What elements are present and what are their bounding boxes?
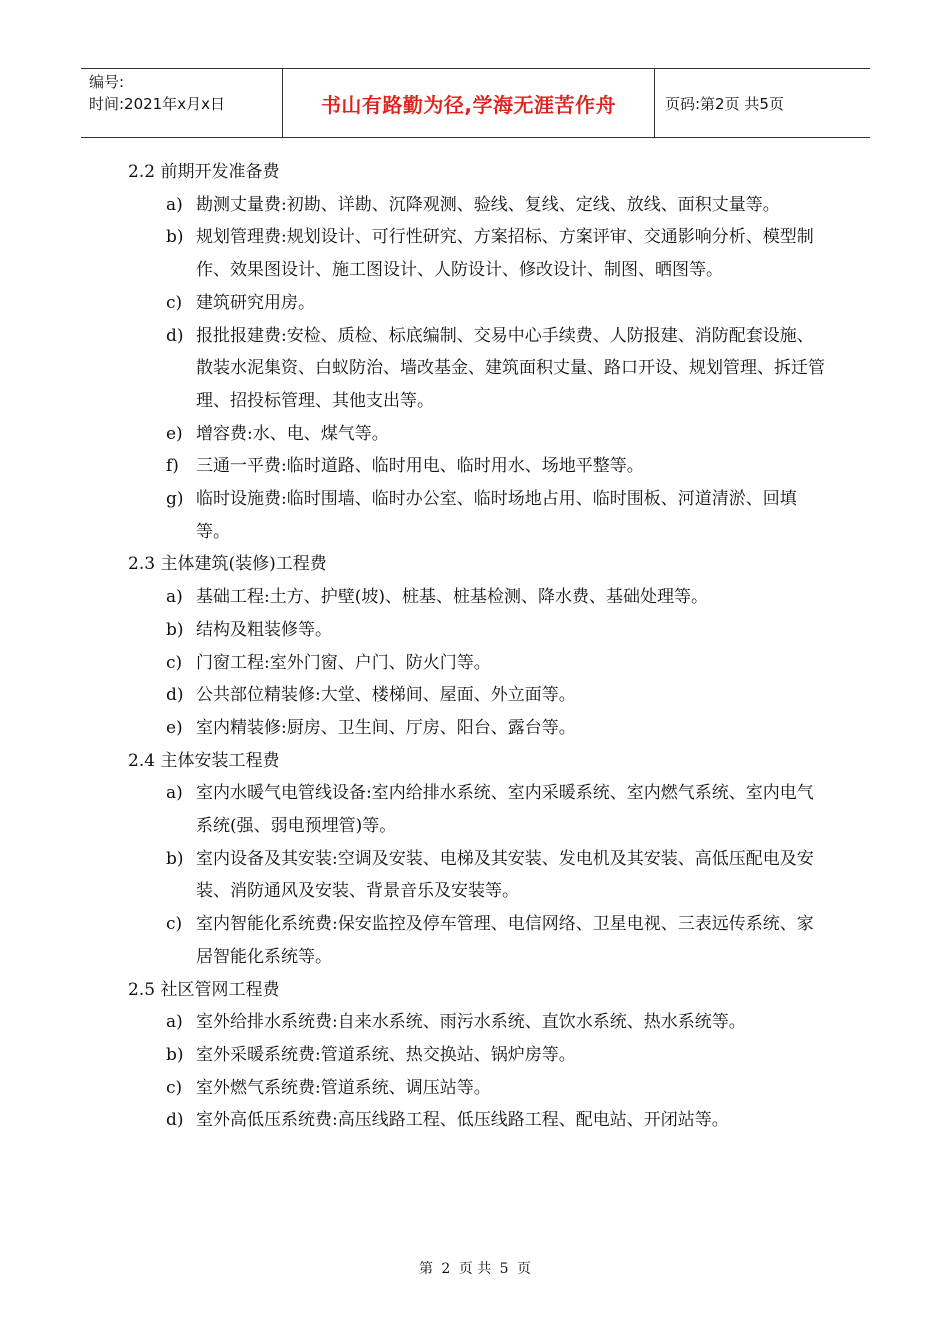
list-item [128,1072,828,1105]
list-item-text: 公共部位精装修:大堂、楼梯间、屋面、外立面等。 [196,685,576,706]
list-item-label: d) [166,685,184,706]
header-motto: 书山有路勤为径,学海无涯苦作舟 [282,69,655,137]
list-item-label: b) [166,848,184,869]
page-footer [0,1258,950,1278]
list-item-text: 室内水暖气电管线设备:室内给排水系统、室内采暖系统、室内燃气系统、室内电气系统(强、弱电预埋管)等。 [196,783,814,837]
list-item [128,777,828,842]
list-item-text: 勘测丈量费:初勘、详勘、沉降观测、验线、复线、定线、放线、面积丈量等。 [196,194,780,215]
list-item [128,450,828,483]
list-item-label: e) [166,717,183,738]
list-item-label: a) [166,1012,183,1033]
footer-page-number: 2 [441,1261,451,1277]
list-item-text: 基础工程:土方、护壁(坡)、桩基、桩基检测、降水费、基础处理等。 [196,587,708,608]
list-item-text: 室内设备及其安装:空调及安装、电梯及其安装、发电机及其安装、高低压配电及安装、消防通风及安装、背景音乐及安装等。 [196,848,814,902]
list-item-label: d) [166,325,184,346]
list-item-text: 增容费:水、电、煤气等。 [196,423,389,444]
footer-prefix: 第 [418,1261,433,1277]
list-item-text: 室外采暖系统费:管道系统、热交换站、锅炉房等。 [196,1044,576,1065]
list-item [128,221,828,286]
list-item [128,843,828,908]
list-item [128,614,828,647]
list-item-text: 建筑研究用房。 [196,292,315,313]
list-item-label: d) [166,1110,184,1131]
document-time-label: 时间:2021年x月x日 [89,95,225,113]
list-item [128,1006,828,1039]
list-item-label: a) [166,194,183,215]
list-item [128,679,828,712]
list-item [128,320,828,418]
page-header [81,68,870,138]
list-item [128,483,828,548]
list-item-text: 室内精装修:厨房、卫生间、厅房、阳台、露台等。 [196,717,576,738]
list-item-text: 临时设施费:临时围墙、临时办公室、临时场地占用、临时围板、河道清淤、回填等。 [196,489,797,542]
list-item [128,712,828,745]
list-item-label: c) [166,1077,183,1098]
section-2-4 [128,745,828,974]
list-item-text: 室外燃气系统费:管道系统、调压站等。 [196,1077,491,1098]
section-title: 2.2 前期开发准备费 [128,162,280,182]
list-item-text: 室外给排水系统费:自来水系统、雨污水系统、直饮水系统、热水系统等。 [196,1012,746,1033]
list-item-label: b) [166,1044,184,1065]
section-2-3 [128,548,828,744]
list-item-label: f) [166,456,179,477]
list-item-label: e) [166,423,183,444]
list-item-label: a) [166,587,183,608]
list-item-text: 报批报建费:安检、质检、标底编制、交易中心手续费、人防报建、消防配套设施、散装水泥集资、白蚁防治、墙改基金、建筑面积丈量、路口开设、规划管理、拆迁管理、招投标管理、其他支出等。 [196,325,825,411]
list-item-label: a) [166,783,183,804]
list-item [128,418,828,451]
list-item [128,189,828,222]
section-2-5 [128,974,828,1138]
list-item [128,1039,828,1072]
list-item [128,287,828,320]
section-title: 2.5 社区管网工程费 [128,979,280,1000]
list-item-text: 室内智能化系统费:保安监控及停车管理、电信网络、卫星电视、三表远传系统、家居智能化系统等。 [196,914,814,967]
list-item-text: 门窗工程:室外门窗、户门、防火门等。 [196,652,491,673]
list-item-text: 规划管理费:规划设计、可行性研究、方案招标、方案评审、交通影响分析、模型制作、效果图设计、施工图设计、人防设计、修改设计、制图、晒图等。 [196,227,814,281]
list-item [128,908,828,973]
list-item-label: c) [166,914,183,935]
header-page-label: 页码:第2页 共5页 [665,94,784,113]
list-item-label: b) [166,619,184,640]
list-item [128,581,828,614]
header-left-cell [81,69,282,137]
section-2-2 [128,156,828,548]
footer-suffix: 页 [517,1261,532,1277]
list-item [128,647,828,680]
list-item-label: b) [166,227,184,248]
list-item-text: 三通一平费:临时道路、临时用电、临时用水、场地平整等。 [196,456,644,477]
document-number-label: 编号: [89,73,125,91]
list-item-label: c) [166,652,183,673]
list-item-label: c) [166,292,183,313]
footer-total-pages: 5 [499,1261,509,1277]
list-item-text: 室外高低压系统费:高压线路工程、低压线路工程、配电站、开闭站等。 [196,1110,729,1131]
document-body [128,156,828,1137]
list-item [128,1104,828,1137]
section-title: 2.4 主体安装工程费 [128,750,280,771]
section-title: 2.3 主体建筑(装修)工程费 [128,554,327,575]
footer-middle: 页 共 [458,1261,492,1277]
list-item-label: g) [166,489,184,510]
list-item-text: 结构及粗装修等。 [196,619,332,640]
